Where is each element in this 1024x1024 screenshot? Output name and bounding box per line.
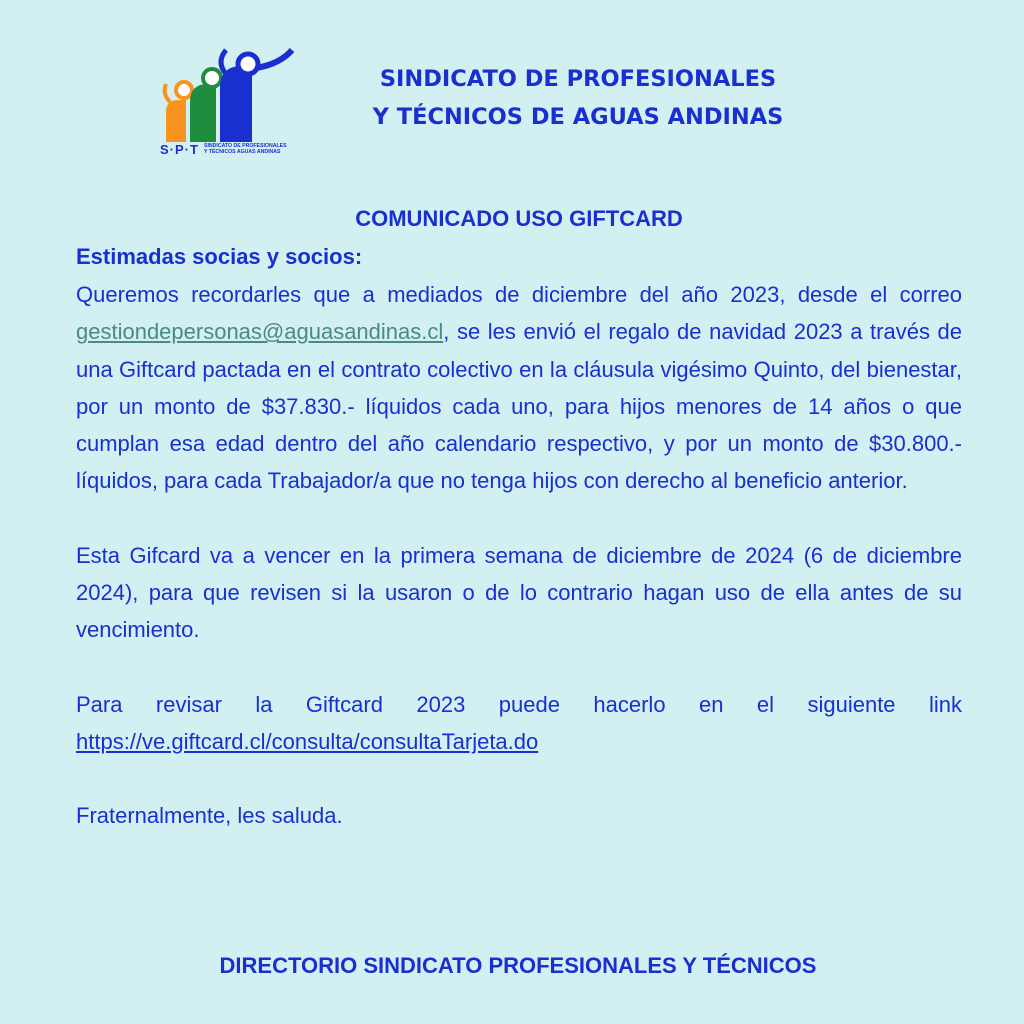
salutation: Estimadas socias y socios: [76,244,363,269]
orange-arm [165,84,170,102]
logo-small-text [204,143,314,155]
paragraph-giftcard-details [76,276,962,500]
logo-small-line-2: Y TÉCNICOS AGUAS ANDINAS [204,149,281,156]
organization-title [318,60,838,136]
signature: DIRECTORIO SINDICATO PROFESIONALES Y TÉCNICOS [219,953,817,978]
blue-figure [220,66,252,142]
paragraph-1-end: , se les envió el regalo de navidad 2023 a través de una Giftcard pactada en el contrato colectivo en la cláusula vigésimo Quinto, del bienestar, por un monto de $37.830.- líquidos cada uno, para hijos menores de 14 años o que cumplan esa edad dentro del año calendario respectivo, y por un monto de $30.800.- líquidos, para cada Trabajador/a que no tenga hijos con derecho al beneficio anterior. [76,319,962,494]
green-figure [190,84,216,142]
header [0,0,1024,180]
blue-arm [256,50,292,68]
three-people-figures-icon [160,44,310,144]
organization-title-line-1: SINDICATO DE PROFESIONALES [379,66,777,92]
logo-small-line-1: SINDICATO DE PROFESIONALES [204,143,287,149]
orange-head [176,82,192,98]
logo-abbreviation: S·P·T [160,142,199,157]
paragraph-gap [76,500,962,537]
orange-figure [166,100,186,142]
blue-arm-left [221,50,226,74]
email-link[interactable]: gestiondepersonas@aguasandinas.cl [76,319,444,345]
paragraph-gap [76,649,962,686]
giftcard-consult-link[interactable]: https://ve.giftcard.cl/consulta/consultaTarjeta.do [76,728,539,754]
paragraph-1-start: Queremos recordarles que a mediados de diciembre del año 2023, desde el correo [76,282,962,307]
organization-title-line-2: Y TÉCNICOS DE AGUAS ANDINAS [372,104,784,130]
letter-subject: COMUNICADO USO GIFTCARD [355,206,683,231]
paragraph-expiration: Esta Gifcard va a vencer en la primera semana de diciembre de 2024 (6 de diciembre 2024), para que revisen si la usaron o de lo contrario hagan uso de ella antes de su vencimiento. [76,542,962,643]
green-head [203,69,221,87]
union-logo [160,44,310,166]
paragraph-check-link [76,686,962,761]
paragraph-3-text: Para revisar la Giftcard 2023 puede hacerlo en el siguiente link [76,691,962,717]
logo-text [160,142,310,166]
blue-head [238,54,258,74]
paragraph-gap [76,760,962,797]
letter-body [76,200,962,835]
closing: Fraternalmente, les saluda. [76,803,343,829]
